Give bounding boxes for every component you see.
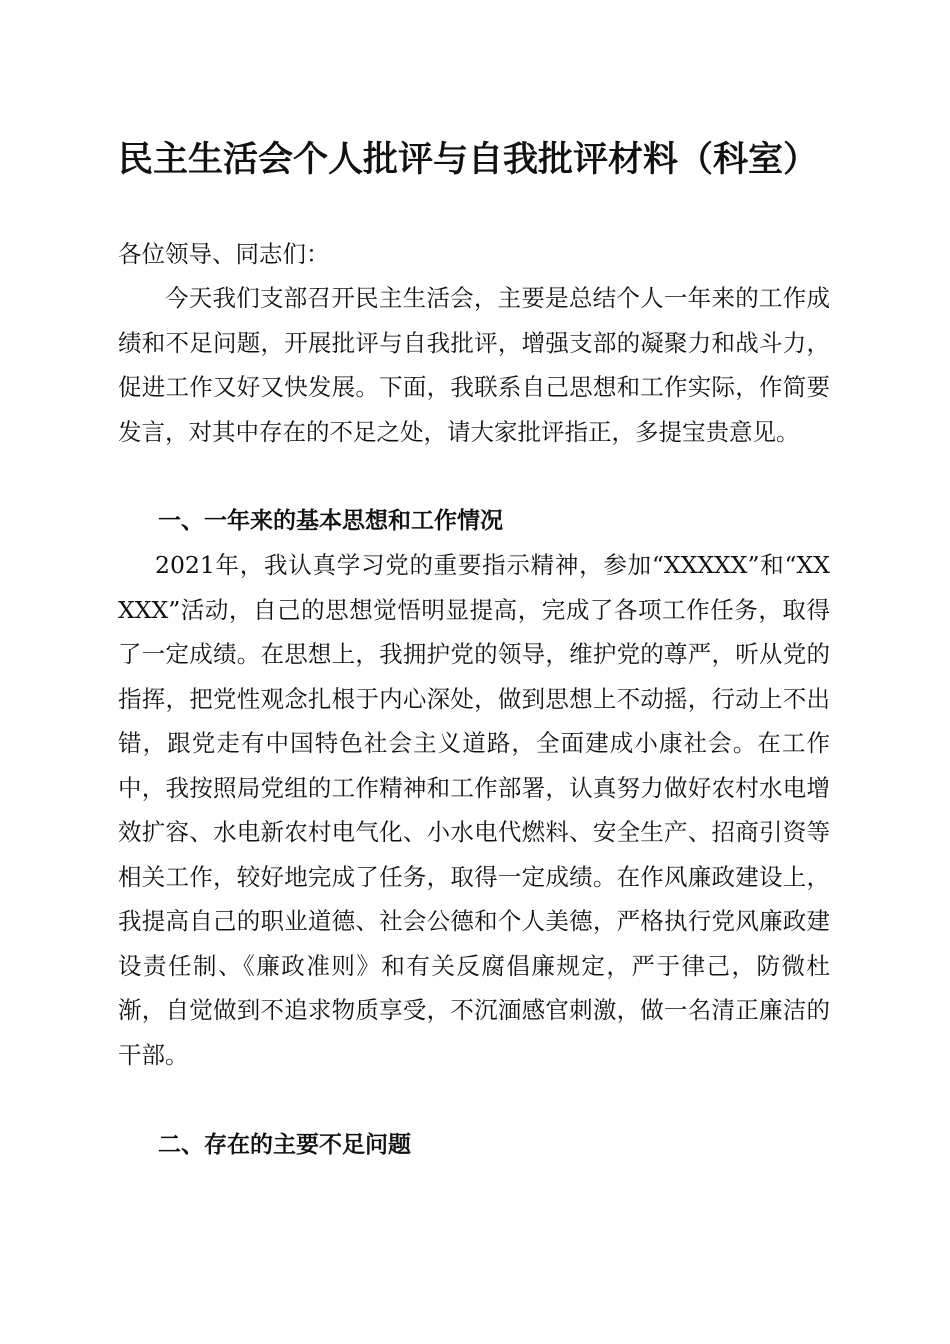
section-heading-2: 二、存在的主要不足问题 (158, 1132, 411, 1158)
salutation: 各位领导、同志们： (118, 240, 330, 268)
section-heading-1: 一、一年来的基本思想和工作情况 (158, 508, 503, 534)
intro-paragraph: 今天我们支部召开民主生活会，主要是总结个人一年来的工作成绩和不足问题，开展批评与自我批评，增强支部的凝聚力和战斗力，促进工作又好又快发展。下面，我联系自己思想和工作实际，作简要发言，对其中存在的不足之处，请大家批评指正，多提宝贵意见。 (118, 284, 830, 446)
document-title: 民主生活会个人批评与自我批评材料（科室） (118, 140, 819, 180)
section1-paragraph: 2021年，我认真学习党的重要指示精神，参加“XXXXX”和“XXXXX”活动，自己的思想觉悟明显提高，完成了各项工作任务，取得了一定成绩。在思想上，我拥护党的领导，维护党的尊严，听从党的指挥，把党性观念扎根于内心深处，做到思想上不动摇，行动上不出错，跟党走有中国特色社会主义道路，全面建成小康社会。在工作中，我按照局党组的工作精神和工作部署，认真努力做好农村水电增效扩容、水电新农村电气化、小水电代燃料、安全生产、招商引资等相关工作，较好地完成了任务，取得一定成绩。在作风廉政建设上，我提高自己的职业道德、社会公德和个人美德，严格执行党风廉政建设责任制、《廉政准则》和有关反腐倡廉规定，严于律己，防微杜渐，自觉做到不追求物质享受，不沉湎感官刺激，做一名清正廉洁的干部。 (118, 551, 830, 1069)
